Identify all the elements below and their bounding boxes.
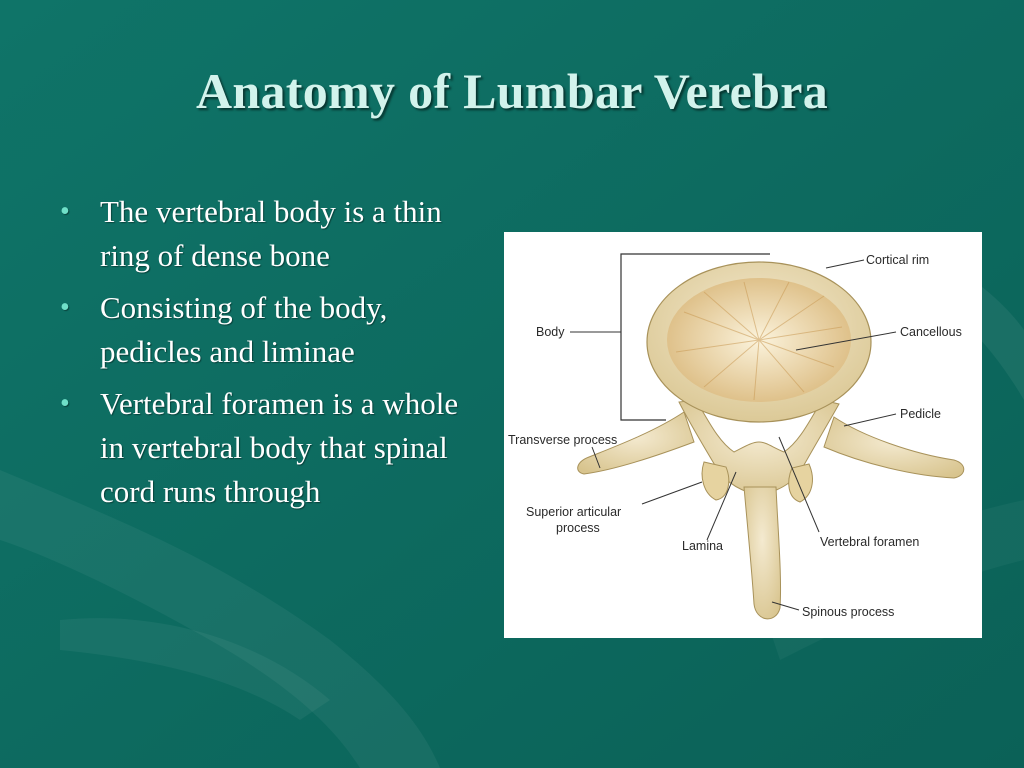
bullet-text: Vertebral foramen is a whole in vertebral body that spinal cord runs through bbox=[100, 386, 459, 509]
vertebra-diagram bbox=[504, 232, 982, 638]
bullet-text: Consisting of the body, pedicles and liminae bbox=[100, 290, 388, 369]
label-pedicle: Pedicle bbox=[900, 407, 941, 421]
label-lamina: Lamina bbox=[682, 539, 723, 553]
bullet-text: The vertebral body is a thin ring of dense bone bbox=[100, 194, 442, 273]
bullet-list bbox=[60, 190, 480, 522]
label-spinous-process: Spinous process bbox=[802, 605, 895, 619]
label-cortical-rim: Cortical rim bbox=[866, 253, 930, 267]
vertebra-illustration bbox=[504, 232, 982, 638]
bullet-item bbox=[60, 190, 480, 278]
bullet-marker: • bbox=[60, 292, 70, 323]
superior-articular-left bbox=[702, 462, 729, 500]
label-superior-articular: Superior articular bbox=[526, 505, 622, 519]
bullet-marker: • bbox=[60, 196, 70, 227]
label-superior-articular-process: process bbox=[556, 521, 600, 535]
label-cancellous: Cancellous bbox=[900, 325, 962, 339]
label-vertebral-foramen: Vertebral foramen bbox=[820, 535, 920, 549]
label-body: Body bbox=[536, 325, 565, 339]
label-transverse-process: Transverse process bbox=[508, 433, 618, 447]
bullet-item bbox=[60, 286, 480, 374]
bullet-item bbox=[60, 382, 480, 514]
slide-title: Anatomy of Lumbar Verebra bbox=[195, 63, 829, 119]
spinous-process bbox=[744, 487, 781, 619]
bullet-marker: • bbox=[60, 388, 70, 419]
